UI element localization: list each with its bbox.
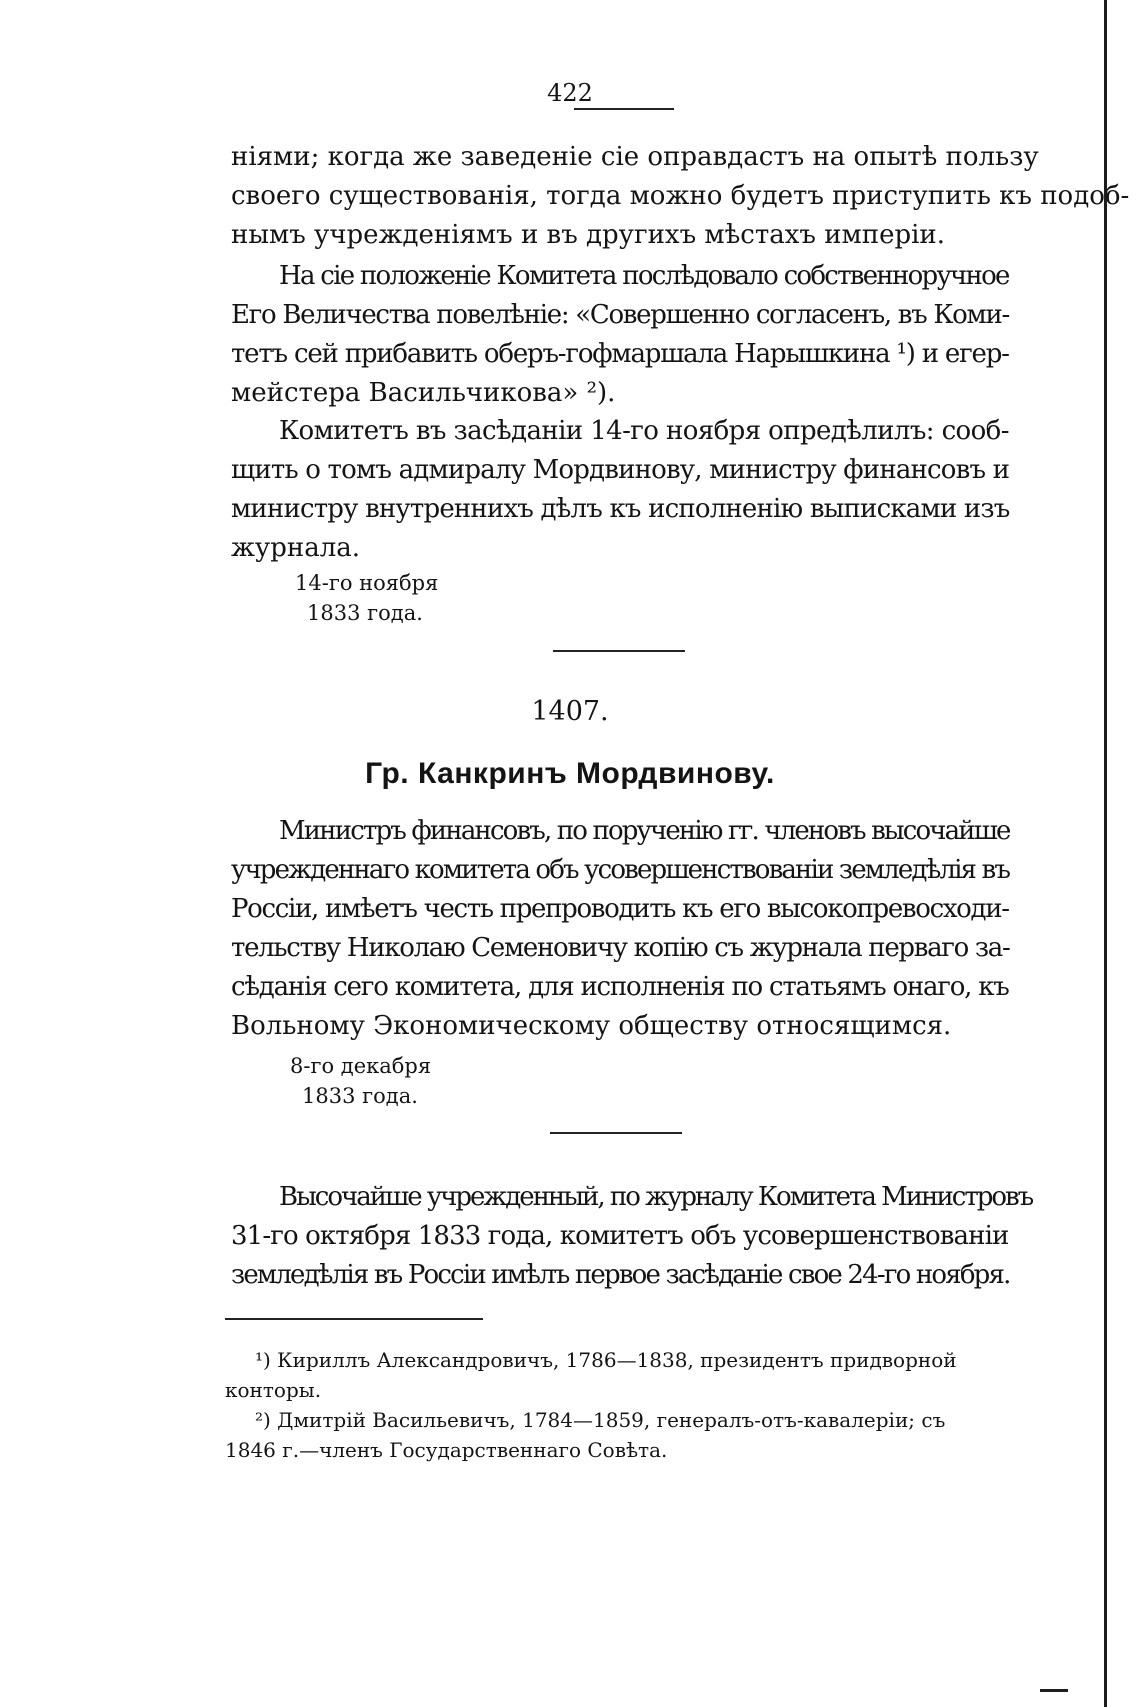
date-year: 1833 года. [302,1084,418,1108]
footnote-separator [225,1318,483,1320]
text-line: тетъ сей прибавить оберъ-гофмаршала Нарышкина ¹) и егер- [231,339,1009,369]
section-divider [550,1132,682,1134]
paragraph-first-session [231,1178,1033,1295]
page-edge-line [1104,0,1107,1707]
date-day: 14-го ноября [295,571,439,595]
text-line: министру внутреннихъ дѣлъ къ исполненію выписками изъ [231,494,1010,524]
text-line: тельству Николаю Семеновичу копію съ журнала перваго за- [231,933,1010,963]
text-line: своего существованія, тогда можно будетъ приступить къ подоб- [231,181,1130,211]
date-block-2 [290,1051,431,1111]
text-line: нымъ учрежденіямъ и въ другихъ мѣстахъ имперіи. [231,220,946,250]
document-number: 1407. [531,696,609,727]
text-line: учрежденнаго комитета объ усовершенствованіи земледѣлія въ [231,855,1010,885]
text-line: Комитетъ въ засѣданіи 14-го ноября опредѣлилъ: сооб- [279,416,1009,446]
footnote-2: ²) Дмитрій Васильевичъ, 1784—1859, генералъ-отъ-кавалеріи; съ [255,1408,946,1432]
footnote-1-continuation: конторы. [225,1378,322,1402]
text-line: На сіе положеніе Комитета послѣдовало собственноручное [279,261,1009,291]
paragraph-continuation [231,138,1130,255]
page-number: 422 [547,79,593,107]
section-divider [553,650,685,652]
printer-mark [1040,1689,1068,1692]
text-line: мейстера Васильчикова» ²). [231,378,616,408]
paragraph-letter [231,812,1009,1046]
date-block-1 [295,568,438,628]
text-line: журнала. [231,533,360,563]
text-line: Россіи, имѣетъ честь препроводить къ его высокопревосходи- [231,894,1009,924]
page-number-underline [574,108,674,110]
footnotes [225,1345,1015,1465]
text-line: 31-го октября 1833 года, комитетъ объ усовершенствованіи [231,1221,1009,1251]
text-line: сѣданія сего комитета, для исполненія по статьямъ онаго, къ [231,972,1009,1002]
date-year: 1833 года. [307,601,423,625]
footnote-2-continuation: 1846 г.—членъ Государственнаго Совѣта. [225,1438,668,1462]
text-line: ніями; когда же заведеніе сіе оправдастъ на опытѣ пользу [231,142,1039,172]
text-line: Высочайше учрежденный, по журналу Комитета Министровъ [279,1182,1033,1212]
text-line: Вольному Экономическому обществу относящимся. [231,1011,952,1041]
text-line: Министръ финансовъ, по порученію гг. членовъ высочайше [279,816,1010,846]
footnote-1: ¹) Кириллъ Александровичъ, 1786—1838, президентъ придворной [255,1348,957,1372]
text-line: Его Величества повелѣніе: «Совершенно согласенъ, въ Коми- [231,300,1009,330]
date-day: 8-го декабря [290,1054,432,1078]
document-heading: Гр. Канкринъ Мордвинову. [365,757,775,790]
text-line: щить о томъ адмиралу Мордвинову, министру финансовъ и [231,455,1010,485]
paragraph-imperial-order [231,257,1009,413]
text-line: земледѣлія въ Россіи имѣлъ первое засѣданіе свое 24-го ноября. [231,1260,1010,1290]
paragraph-committee-decision [231,412,1009,568]
